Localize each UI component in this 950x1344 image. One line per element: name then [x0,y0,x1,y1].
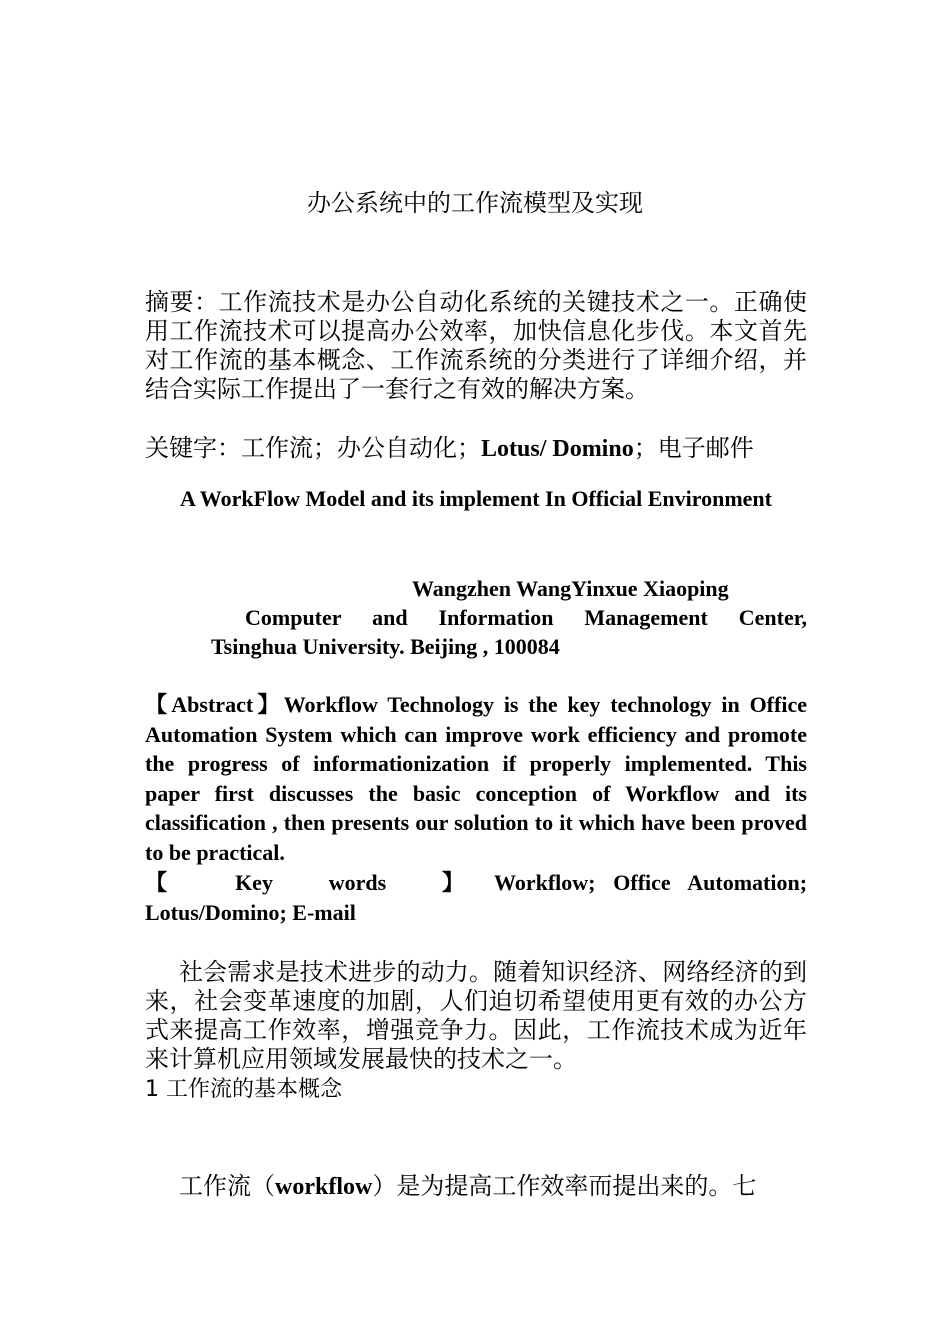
section-1-term: workflow [275,1174,373,1200]
intro-paragraph: 社会需求是技术进步的动力。随着知识经济、网络经济的到来，社会变革速度的加剧，人们迫切希望使用更有效的办公方式来提高工作效率，增强竞争力。因此，工作流技术成为近年来计算机应用领域发展最快的技术之一。 [145,958,807,1073]
page-title: 办公系统中的工作流模型及实现 [307,189,643,217]
keywords-cn-items: 工作流；办公自动化； [241,434,481,462]
section-1-text-start: 工作流（ [179,1172,275,1200]
affiliation-line-1: Computer and Information Management Center, [245,605,807,630]
keywords-en [145,868,807,927]
affiliation-line-2: Tsinghua University. Beijing , 100084 [211,634,560,659]
abstract-cn-label: 摘要： [145,288,219,316]
abstract-en-label: 【Abstract】 [145,692,284,717]
english-title: A WorkFlow Model and its implement In Official Environment [180,486,772,511]
section-1-heading: 1 工作流的基本概念 [145,1077,342,1102]
keywords-cn-items-end: ；电子邮件 [633,434,754,462]
keywords-en-label: 【 Key words 】 [145,870,477,895]
abstract-en [145,690,807,867]
abstract-cn [145,288,807,404]
authors: Wangzhen WangYinxue Xiaoping [412,576,729,601]
section-1-text-end: ）是为提高工作效率而提出来的。七 [372,1172,757,1200]
keywords-cn-lotus: Lotus/ Domino [481,436,634,462]
affiliation [211,603,807,661]
keywords-en-text: Workflow; Office Automation; Lotus/Domino; E-mail [145,870,808,925]
keywords-cn [145,434,807,464]
keywords-cn-label: 关键字： [145,434,241,462]
section-1-paragraph [145,1172,807,1202]
abstract-cn-text: 工作流技术是办公自动化系统的关键技术之一。正确使用工作流技术可以提高办公效率，加快信息化步伐。本文首先对工作流的基本概念、工作流系统的分类进行了详细介绍，并结合实际工作提出了一套行之有效的解决方案。 [145,288,808,403]
abstract-en-text: Workflow Technology is the key technology in Office Automation System which can improve work efficiency and promote the progress of informationization if properly implemented. This paper first discusses the basic conception of Workflow and its classification , then presents our solution to it which have been proved to be practical. [145,692,807,865]
